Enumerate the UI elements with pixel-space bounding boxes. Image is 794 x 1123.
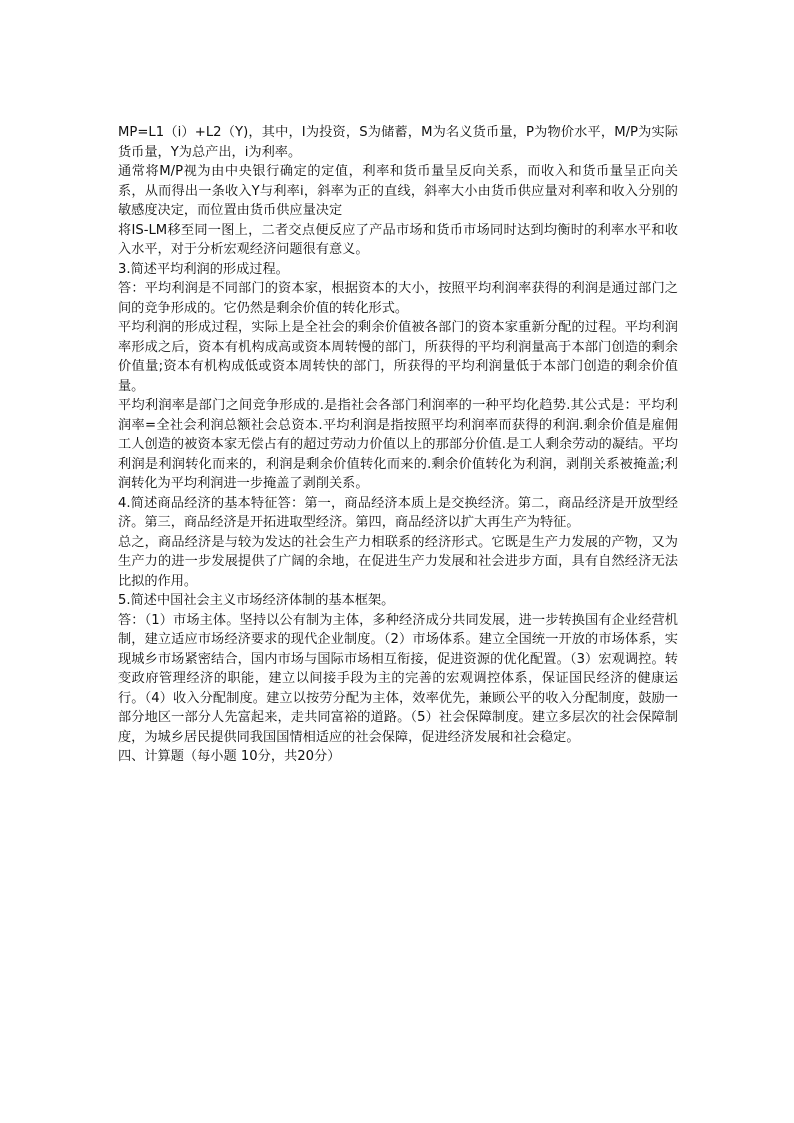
answer-3-rate: 平均利润率是部门之间竞争形成的.是指社会各部门利润率的一种平均化趋势.其公式是：平均利润率=全社会利润总额社会总资本.平均利润是指按照平均利润率而获得的利润.剩余价值是雇佣工人创造的被资本家无偿占有的超过劳动力价值以上的那部分价值.是工人剩余劳动的凝结。平均利润是利润转化而来的，利润是剩余价值转化而来的.剩余价值转化为利润，剥削关系被掩盖;利润转化为平均利润进一步掩盖了剥削关系。 <box>118 398 678 491</box>
paragraph-lm-curve: 通常将M/P视为由中央银行确定的定值，利率和货币量呈反向关系，而收入和货币量呈正向关系，从而得出一条收入Y与利率i，斜率为正的直线，斜率大小由货币供应量对利率和收入分别的敏感度决定，而位置由货币供应量决定 <box>118 164 678 218</box>
section-4-heading: 四、计算题（每小题 10分，共20分） <box>118 749 341 764</box>
paragraph-lm-equation: MP=L1（i）+L2（Y)，其中，I为投资，S为储蓄，M为名义货币量，P为物价水平，M/P为实际货币量，Y为总产出，i为利率。 <box>118 125 678 160</box>
answer-3-process: 平均利润的形成过程，实际上是全社会的剩余价值被各部门的资本家重新分配的过程。平均利润率形成之后，资本有机构成高或资本周转慢的部门，所获得的平均利润量高于本部门创造的剩余价值量;资本有机构成低或资本周转快的部门，所获得的平均利润量低于本部门创造的剩余价值量。 <box>118 320 678 394</box>
answer-3-intro: 答：平均利润是不同部门的资本家，根据资本的大小，按照平均利润率获得的利润是通过部门之间的竞争形成的。它仍然是剩余价值的转化形式。 <box>118 281 678 316</box>
answer-4-summary: 总之，商品经济是与较为发达的社会生产力相联系的经济形式。它既是生产力发展的产物，又为生产力的进一步发展提供了广阔的余地，在促进生产力发展和社会进步方面，具有自然经济无法比拟的作用。 <box>118 534 678 589</box>
document-body <box>118 123 678 767</box>
answer-5-framework: 答：（1）市场主体。坚持以公有制为主体，多种经济成分共同发展，进一步转换国有企业经营机制，建立适应市场经济要求的现代企业制度。（2）市场体系。建立全国统一开放的市场体系，实现城乡市场紧密结合，国内市场与国际市场相互衔接，促进资源的优化配置。（3）宏观调控。转变政府管理经济的职能，建立以间接手段为主的完善的宏观调控体系，保证国民经济的健康运行。（4）收入分配制度。建立以按劳分配为主体，效率优先，兼顾公平的收入分配制度，鼓励一部分地区一部分人先富起来，走共同富裕的道路。（5）社会保障制度。建立多层次的社会保障制度，为城乡居民提供同我国国情相适应的社会保障，促进经济发展和社会稳定。 <box>118 612 678 745</box>
question-5-heading: 5.简述中国社会主义市场经济体制的基本框架。 <box>118 593 395 608</box>
question-4-answer: 4.简述商品经济的基本特征答：第一，商品经济本质上是交换经济。第二，商品经济是开放型经济。第三，商品经济是开拓进取型经济。第四，商品经济以扩大再生产为特征。 <box>118 495 678 530</box>
paragraph-is-lm: 将IS-LM移至同一图上，二者交点便反应了产品市场和货币市场同时达到均衡时的利率水平和收入水平，对于分析宏观经济问题很有意义。 <box>118 222 678 257</box>
question-3-heading: 3.简述平均利润的形成过程。 <box>118 261 289 277</box>
